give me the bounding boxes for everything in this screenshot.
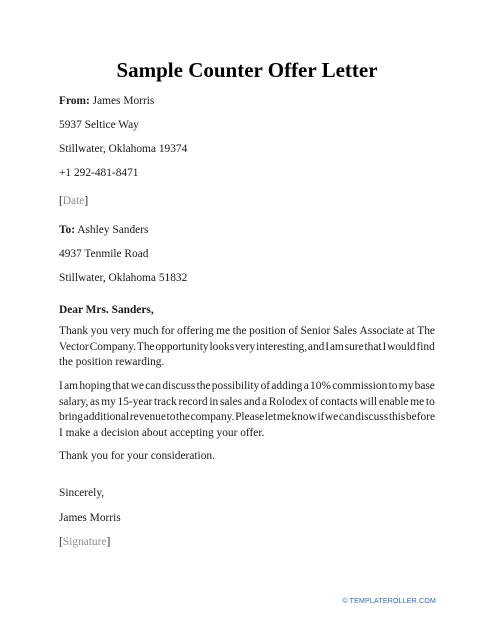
footer-brand-text: TEMPLATEROLLER.COM [349, 598, 436, 605]
paragraph-2-line: salary, as my 15-year track record in sales and a Rolodex of contacts will enable me to [59, 395, 435, 408]
date-open-bracket: [ [59, 195, 63, 207]
paragraph-1-line: Thank you very much for offering me the position of Senior Sales Associate at The [59, 325, 435, 337]
body-paragraph-3: Thank you for your consideration. [59, 450, 215, 462]
to-label: To: [59, 224, 76, 236]
footer-brand-link[interactable] [342, 598, 436, 605]
sender-name-line [59, 94, 154, 108]
signature-close-bracket: ] [106, 536, 111, 548]
paragraph-1-line: the position rewarding. [59, 356, 165, 369]
recipient-street: 4937 Tenmile Road [59, 248, 149, 260]
page-title: Sample Counter Offer Letter [116, 58, 378, 82]
copyright-icon: © [342, 598, 348, 605]
paragraph-2-line: I am hoping that we can discuss the possibility of adding a 10% commission to my base [59, 380, 435, 392]
signature-placeholder [59, 535, 110, 549]
signer-name: James Morris [59, 512, 121, 524]
paragraph-2-line: I make a decision about accepting your offer. [59, 426, 265, 439]
recipient-name-line [59, 223, 148, 237]
sender-name: James Morris [92, 95, 155, 107]
date-placeholder-text: Date [62, 195, 85, 207]
body-paragraph-1 [59, 324, 435, 371]
paragraph-2-line: bring additional revenue to the company. Please let me know if we can discuss this before [59, 411, 435, 424]
sender-street: 5937 Seltice Way [59, 119, 139, 131]
paragraph-1-line: Vector Company. The opportunity looks very interesting, and I am sure that I would find [59, 340, 435, 353]
from-label: From: [59, 95, 90, 107]
closing: Sincerely, [59, 487, 105, 499]
sender-city: Stillwater, Oklahoma 19374 [59, 143, 188, 155]
signature-placeholder-text: Signature [62, 536, 107, 548]
date-close-bracket: ] [84, 195, 89, 207]
recipient-city: Stillwater, Oklahoma 51832 [59, 272, 188, 284]
sender-phone: +1 292-481-8471 [59, 167, 139, 179]
date-placeholder [59, 194, 88, 208]
body-paragraph-2 [59, 379, 435, 441]
signature-open-bracket: [ [59, 536, 63, 548]
salutation: Dear Mrs. Sanders, [59, 304, 154, 316]
recipient-name: Ashley Sanders [77, 224, 149, 236]
